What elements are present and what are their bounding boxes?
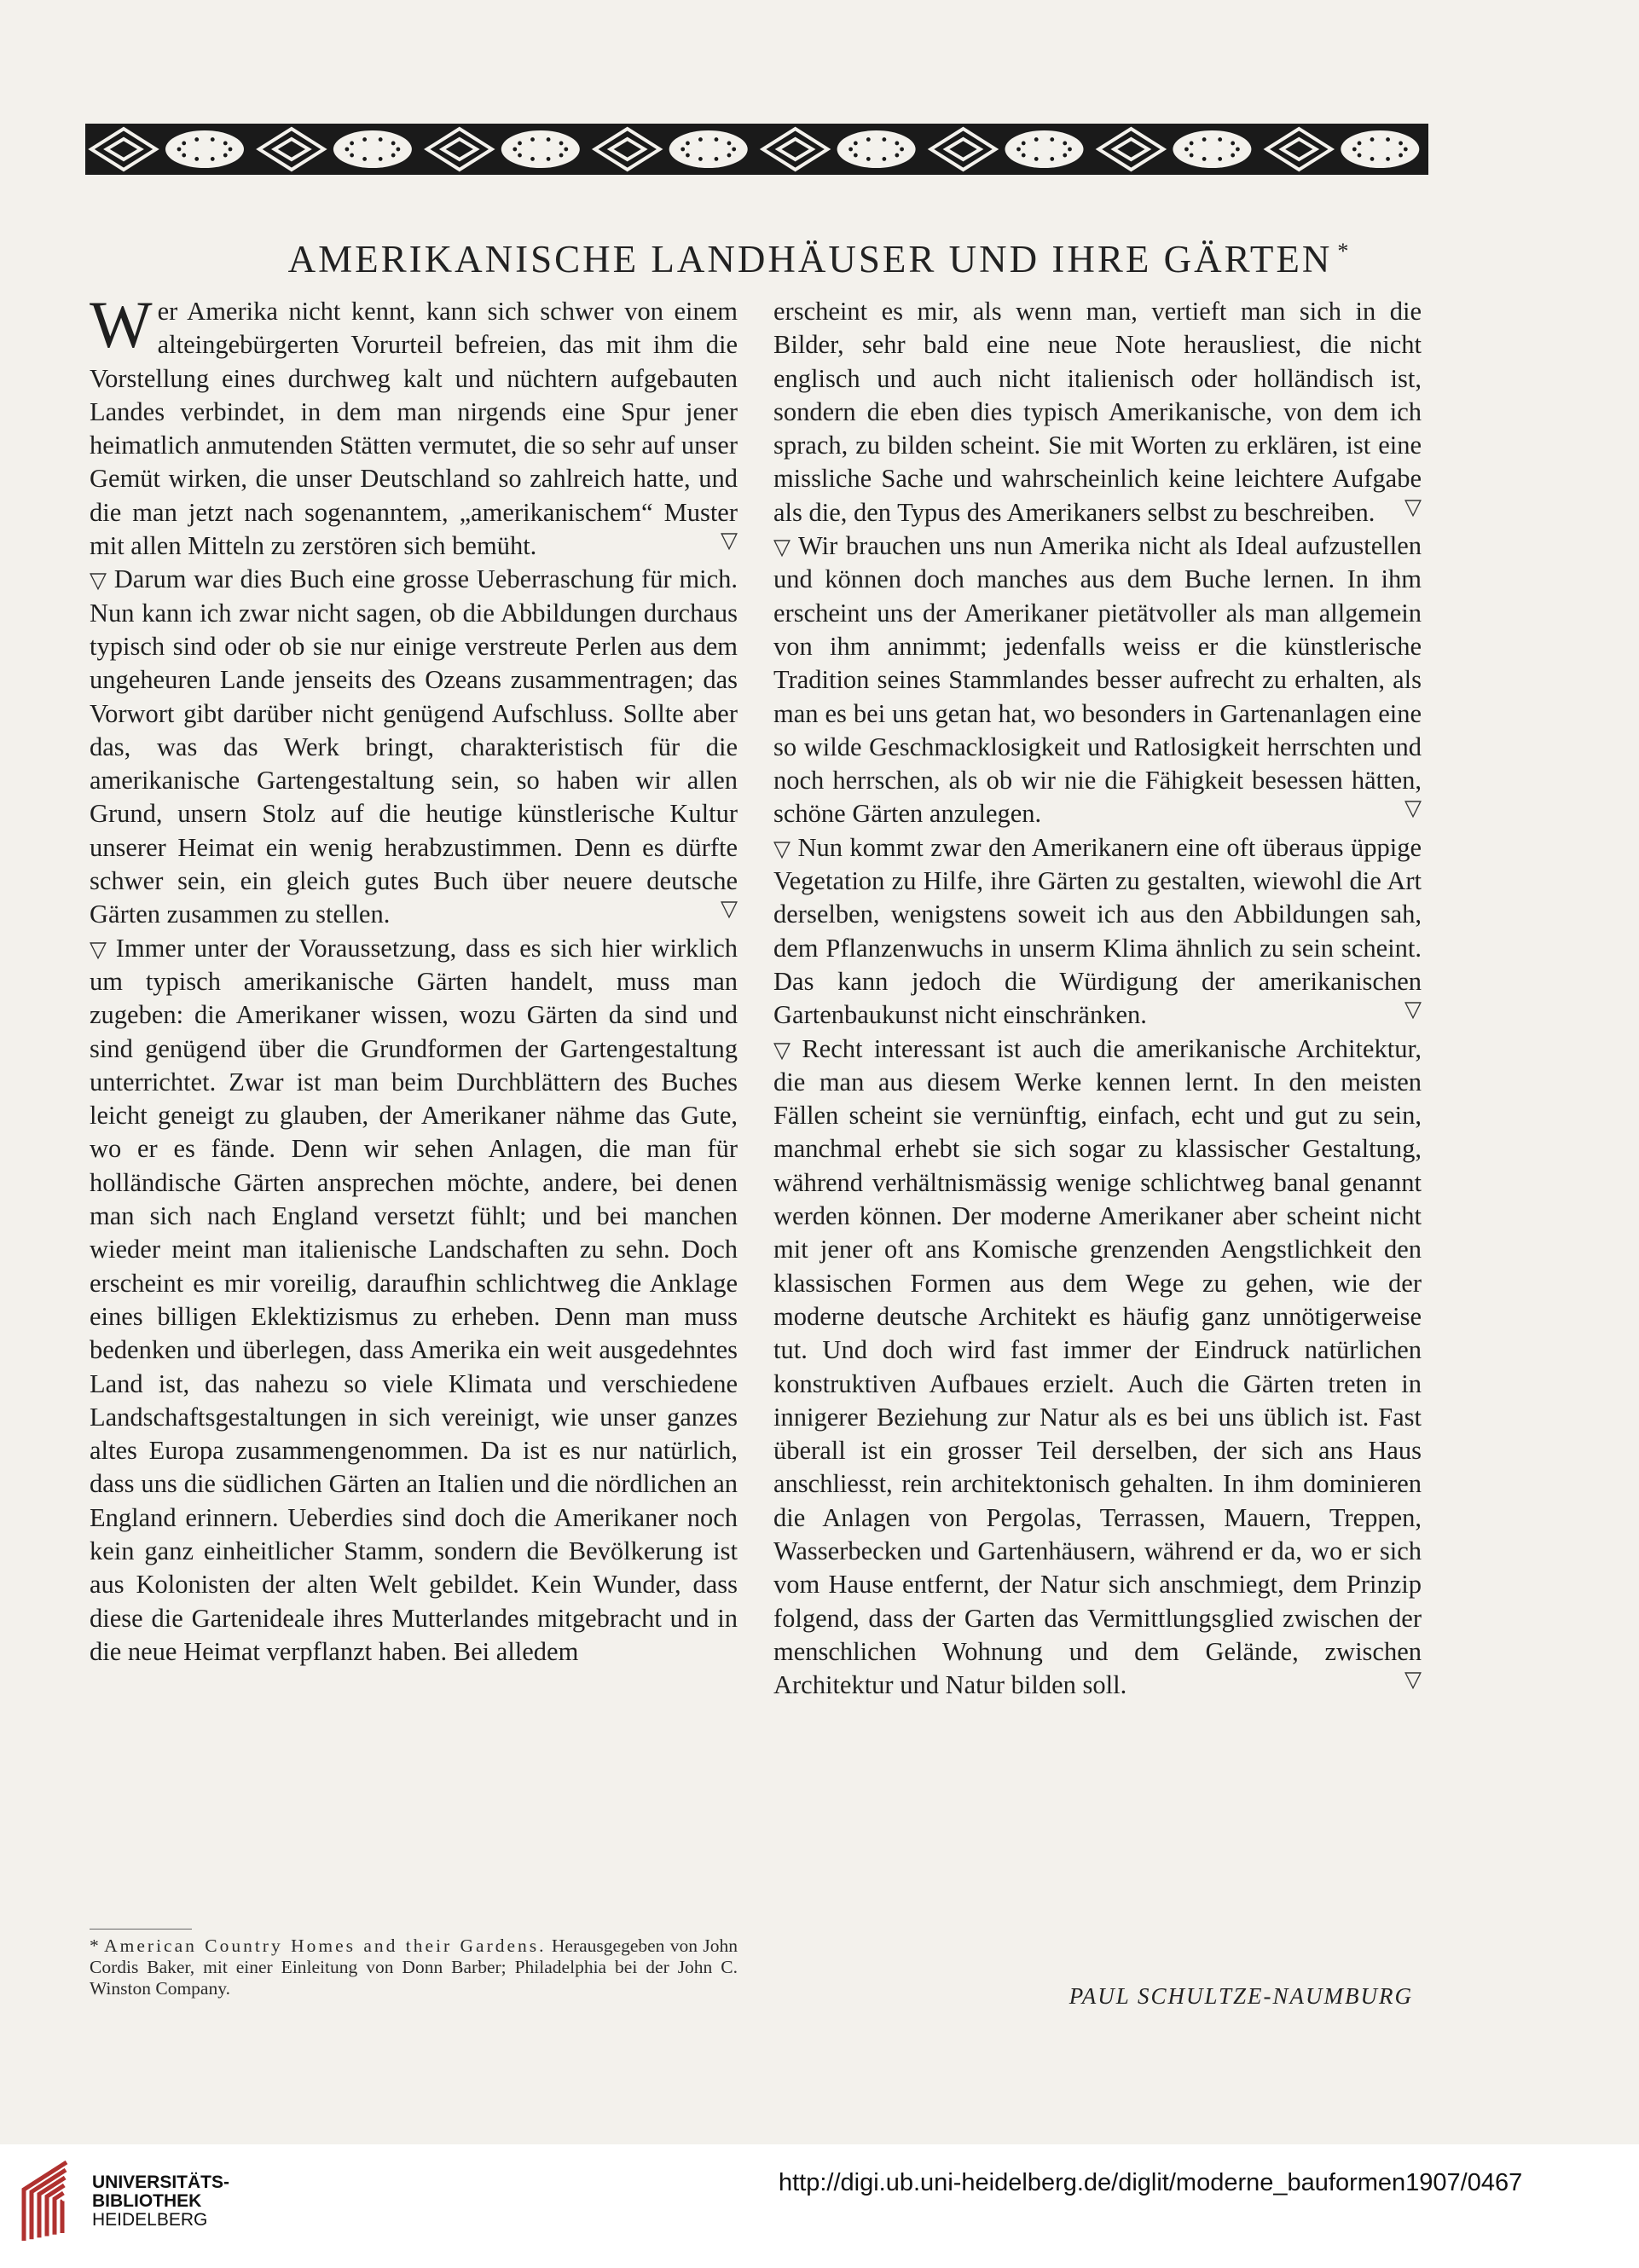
- section-mark-icon: ▽: [90, 568, 107, 593]
- library-name: UNIVERSITÄTS- BIBLIOTHEK HEIDELBERG: [92, 2173, 230, 2230]
- title-footnote-mark: *: [1337, 239, 1352, 263]
- left-column: [90, 287, 738, 1669]
- section-mark-icon: ▽: [1404, 796, 1422, 821]
- right-column: [773, 295, 1422, 1702]
- paragraph: ▽ Wir brauchen uns nun Amerika nicht als Ideal aufzustellen und können doch manches aus dem Buche lernen. In ihm erscheint uns der Amerikaner pietätvoller als man allgemein von ihm annimmt; jedenfalls weiss er die künstlerische Tradition seines Stammlandes besser aufrecht zu erhalten, als man es bei uns getan hat, wo besonders in Gartenanlagen eine so wilde Geschmacklosigkeit und Ratlosigkeit herrschten und noch herrschen, als ob wir nie die Fähigkeit besessen hätten, schöne Gärten anzulegen. ▽: [773, 531, 1422, 829]
- section-mark-icon: ▽: [773, 1037, 791, 1062]
- paragraph: Wer Amerika nicht kennt, kann sich schwer von einem alteingebürgerten Vorurteil befreien, das mit ihm die Vorstellung eines durchweg kalt und nüchtern aufgebauten Landes verbindet, in dem man nirgends eine Spur jener heimatlich anmutenden Stätten vermutet, die so sehr auf unser Gemüt wirken, die unser Deutschland so zahlreich hatte, und die man jetzt nach sogenanntem, „amerikanischem“ Muster mit allen Mitteln zu zerstören sich bemüht. ▽: [90, 287, 738, 561]
- footnote: * American Country Homes and their Gardens. Herausgegeben von John Cordis Baker, mit einer Einleitung von Donn Barber; Philadelphia bei der John C. Winston Company.: [90, 1935, 738, 1999]
- section-mark-icon: ▽: [1404, 494, 1422, 519]
- section-mark-icon: ▽: [1404, 1667, 1422, 1692]
- footnote-rule: [90, 1929, 192, 1930]
- drop-cap: W: [90, 287, 153, 362]
- section-mark-icon: ▽: [1404, 997, 1422, 1022]
- author-signature: PAUL SCHULTZE-NAUMBURG: [1069, 1983, 1413, 2009]
- source-url-link[interactable]: http://digi.ub.uni-heidelberg.de/diglit/moderne_bauformen1907/0467: [779, 2169, 1523, 2196]
- paragraph: ▽ Immer unter der Voraussetzung, dass es sich hier wirklich um typisch amerikanische Gärten handelt, muss man zugeben: die Amerikaner wissen, wozu Gärten da sind und sind genügend über die Grundformen der Gartengestaltung unterrichtet. Zwar ist man beim Durchblättern des Buches leicht geneigt zu glauben, der Amerikaner nähme das Gute, wo er es fände. Denn wir sehen Anlagen, die man für holländische Gärten ansprechen möchte, andere, bei denen man sich nach England versetzt fühlt; und bei manchen wieder meint man italienische Landschaften zu sehn. Doch erscheint es mir voreilig, daraufhin schlichtweg die Anklage eines billigen Eklektizismus zu erheben. Denn man muss bedenken und überlegen, dass Amerika ein weit ausgedehntes Land ist, das nahezu so viele Klimata und verschiedene Landschaftsgestaltungen in sich vereinigt, wie unser ganzes altes Europa zusammengenommen. Da ist es nur natürlich, dass uns die südlichen Gärten an Italien und die nördlichen an England erinnern. Ueberdies sind doch die Amerikaner noch kein ganz einheitlicher Stamm, sondern die Bevölkerung ist aus Kolonisten der alten Welt gebildet. Kein Wunder, dass diese die Gartenideale ihres Mutterlandes mitgebracht und in die neue Heimat verpflanzt haben. Bei alledem: [90, 933, 738, 1666]
- section-mark-icon: ▽: [773, 836, 791, 861]
- section-mark-icon: ▽: [773, 535, 791, 560]
- paragraph: ▽ Darum war dies Buch eine grosse Ueberraschung für mich. Nun kann ich zwar nicht sagen, ob die Abbildungen durchaus typisch sind oder ob sie nur einige verstreute Perlen aus dem ungeheuren Lande jenseits des Ozeans zusammentragen; das Vorwort gibt darüber nicht genügend Aufschluss. Sollte aber das, was das Werk bringt, charakteristisch für die amerikanische Gartengestaltung sein, so haben wir allen Grund, unsern Stolz auf die heutige künstlerische Kultur unserer Heimat ein wenig herabzustimmen. Denn es dürfte schwer sein, ein gleich gutes Buch über neuere deutsche Gärten zusammen zu stellen. ▽: [90, 564, 738, 929]
- ornamental-border: [85, 124, 1428, 175]
- section-mark-icon: ▽: [721, 896, 738, 922]
- paragraph: ▽ Nun kommt zwar den Amerikanern eine oft überaus üppige Vegetation zu Hilfe, ihre Gärten zu gestalten, wiewohl die Art derselben, wenigstens soweit ich aus den Abbildungen sah, dem Pflanzenwuchs in unserm Klima ähnlich zu sein scheint. Das kann jedoch die Würdigung der amerikanischen Gartenbaukunst nicht einschränken. ▽: [773, 832, 1422, 1030]
- footnote-book-title: American Country Homes and their Gardens.: [104, 1935, 547, 1956]
- section-mark-icon: ▽: [721, 528, 738, 553]
- page-title: [0, 237, 1639, 281]
- section-mark-icon: ▽: [90, 936, 107, 962]
- title-text: AMERIKANISCHE LANDHÄUSER UND IHRE GÄRTEN: [287, 238, 1333, 281]
- paragraph: erscheint es mir, als wenn man, vertieft man sich in die Bilder, sehr bald eine neue Note herausliest, die nicht englisch und auch nicht italienisch oder holländisch ist, sondern die eben dies typisch Amerikanische, von dem ich sprach, zu bilden scheint. Sie mit Worten zu erklären, ist eine missliche Sache und wahrscheinlich keine leichtere Aufgabe als die, den Typus des Amerikaners selbst zu beschreiben. ▽: [773, 297, 1422, 527]
- paragraph: ▽ Recht interessant ist auch die amerikanische Architektur, die man aus diesem Werke kennen lernt. In den meisten Fällen scheint sie vernünftig, einfach, echt und gut zu sein, manchmal erhebt sie sich sogar zu klassischer Gestaltung, während verhältnismässig wenige schlichtweg banal genannt werden können. Der moderne Amerikaner aber scheint nicht mit jener oft ans Komische grenzenden Aengstlichkeit den klassischen Formen aus dem Wege zu gehen, wie der moderne deutsche Architekt es häufig ganz unnötigerweise tut. Und doch wird fast immer der Eindruck natürlichen konstruktiven Aufbaues erzielt. Auch die Gärten treten in innigerer Beziehung zur Natur als es bei uns üblich ist. Fast überall ist ein grosser Teil derselben, der sich ans Haus anschliesst, rein architektonisch gehalten. In ihm dominieren die Anlagen von Pergolas, Terrassen, Mauern, Treppen, Wasserbecken und Gartenhäusern, während er da, wo er sich vom Hause entfernt, der Natur sich anschmiegt, dem Prinzip folgend, dass der Garten das Vermittlungsglied zwischen der menschlichen Wohnung und dem Gelände, zwischen Architektur und Natur bilden soll. ▽: [773, 1033, 1422, 1700]
- footer-bar: [0, 2144, 1639, 2268]
- library-logo-icon: [15, 2155, 79, 2249]
